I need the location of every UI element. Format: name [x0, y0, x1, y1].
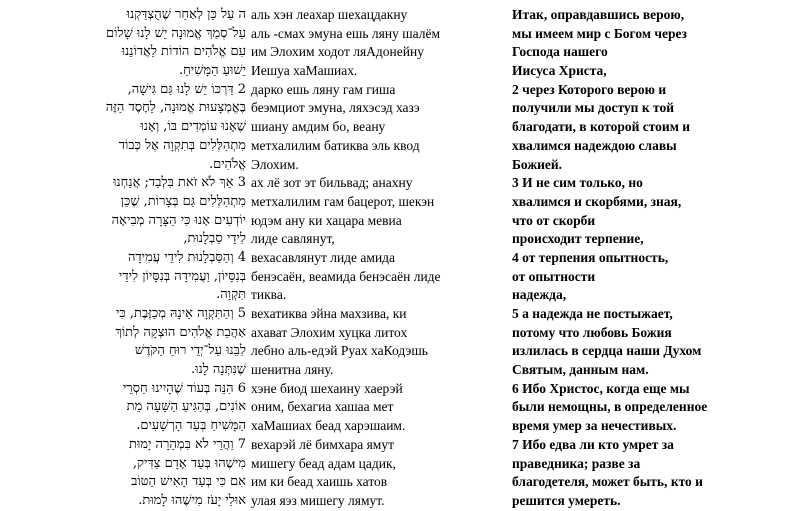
translit-line: дарко ешь ляну гам гиша [251, 81, 396, 97]
transliteration-column [251, 6, 501, 511]
russian-line: 7 Ибо едва ли кто умрет за [512, 436, 674, 452]
russian-line: происходит терпение, [512, 231, 644, 247]
translit-line: бенэсаён, веамида бенэсаён лиде [251, 268, 441, 284]
translit-line: вехасавлянут лиде амида [251, 249, 396, 265]
hebrew-line: מִתְהַלְּלִים בְּתִקְוָה אֶל כְּבוֹד [118, 137, 246, 153]
russian-line: праведника; разве за [512, 455, 641, 471]
russian-line: время умер за нечестивых. [512, 418, 677, 434]
russian-line: Святым, данным нам. [512, 362, 649, 378]
translit-line: хэне биод шехаину хаерэй [251, 380, 403, 396]
russian-line: решится умереть. [512, 492, 621, 508]
translit-line: ахават Элохим хуцка литох [251, 324, 408, 340]
russian-line: хвалимся и скорбями, зная, [512, 193, 682, 209]
hebrew-line: עַל־סְמַךְ אֱמוּנָה יֵשׁ לָנוּ שָׁלוֹם [106, 25, 246, 41]
hebrew-line: אַהֲבַת אֱלֹהִים הוּצְקָה לְתוֹךְ [115, 324, 246, 340]
hebrew-line: אוֹנִים, בְּהַגִּיעַ הַשָּׁעָה מֵת [126, 399, 246, 415]
translit-line: аль -смах эмуна ешь ляну шалём [251, 25, 440, 41]
hebrew-line: בְּנִסָּיוֹן, וַעֲמִידָה בְּנִסָּיוֹן לִידֵי [118, 268, 246, 284]
russian-line: 4 от терпения опытность, [512, 249, 669, 265]
translit-line: хаМашиах беад харэшаим. [251, 418, 406, 434]
russian-line: надежда, [512, 287, 567, 303]
translit-line: аль хэн леахар шехацдакну [251, 7, 408, 22]
translit-line: шиану амдим бо, веану [251, 119, 386, 135]
russian-line: 6 Ибо Христос, когда еще мы [512, 380, 690, 396]
translit-line: тиква. [251, 287, 287, 303]
hebrew-line: יֵשׁוּעַ הַמָּשִׁיחַ. [178, 63, 246, 79]
translit-line: беэмциот эмуна, ляхэсэд хазэ [251, 100, 420, 116]
translit-line: лиде савлянут, [251, 231, 335, 247]
russian-line: 3 И не сим только, но [512, 175, 643, 191]
russian-line: Итак, оправдавшись верою, [512, 7, 685, 22]
translit-line: юдэм ану ки хацара мевиа [251, 212, 402, 228]
hebrew-line: עִם אֱלֹהִים הוֹדוֹת לַאֲדוֹנֵנוּ [121, 44, 246, 60]
hebrew-line: מִתְהַלְּלִים גַּם בְּצָרוֹת, שֶׁכֵּן [120, 193, 246, 209]
russian-line: мы имеем мир с Богом через [512, 25, 687, 41]
russian-line: 5 а надежда не постыжает, [512, 306, 673, 321]
hebrew-line: 6 הִנֵּה בְּעוֹד שֶׁהָיִינוּ חַסְרֵי [122, 380, 246, 396]
russian-column [512, 6, 792, 511]
translit-line: улая яэз мишегу лямут. [251, 492, 385, 508]
russian-line: получили мы доступ к той [512, 100, 674, 116]
translit-line: вехатиква эйна махзива, ки [251, 306, 407, 321]
hebrew-line: יוֹדְעִים אָנוּ כִּי הַצָּרָה מְבִיאָה [111, 212, 246, 228]
translit-line: метхалилим батиква эль квод [251, 137, 420, 153]
hebrew-line: אִם כִּי בְּעַד הָאִישׁ הַטּוֹב [131, 474, 246, 490]
hebrew-line: אֱלֹהִים. [208, 156, 246, 172]
translit-line: шенитна ляну. [251, 362, 334, 378]
hebrew-line: 3 אַךְ לֹא זֹאת בִּלְבַד; אֲנַחְנוּ [113, 175, 246, 191]
russian-line: хвалимся надеждою славы [512, 137, 677, 153]
russian-line: от опытности [512, 268, 596, 284]
translit-line: метхалилим гам бацерот, шекэн [251, 193, 435, 209]
hebrew-line: שֶׁנִּתְּנָה לָנוּ. [191, 362, 246, 378]
russian-line: Божией. [512, 156, 563, 172]
hebrew-line: 5 וְהַתִּקְוָה אֵינָהּ מְכַזֶּבֶת, כִּי [116, 306, 246, 321]
russian-line: благодати, в которой стоим и [512, 119, 691, 135]
translit-line: им ки беад хаишь хатов [251, 474, 388, 490]
hebrew-line: בֶּאֱמְצָעוּת אֱמוּנָה, לַחֶסֶד הַזֶּה [105, 100, 246, 116]
russian-line: были немощны, в определенное [512, 399, 708, 415]
hebrew-line: 4 וְהַסַּבְלָנוּת לִידֵי עֲמִידָה [127, 249, 246, 265]
hebrew-line: 7 וַהֲרֵי לֹא בִּמְהֵרָה יָמוּת [129, 436, 246, 452]
russian-line: благодетеля, может быть, кто и [512, 474, 703, 490]
translit-line: вехарэй лё бимхара ямут [251, 436, 394, 452]
russian-line: излилась в сердца наши Духом [512, 343, 702, 359]
translit-line: ах лё зот эт бильвад; анахну [251, 175, 413, 191]
hebrew-line: לִידֵי סַבְלָנוּת, [183, 231, 246, 247]
hebrew-column [60, 6, 246, 511]
russian-line: потому что любовь Божия [512, 324, 672, 340]
russian-line: 2 через Которого верою и [512, 81, 667, 97]
hebrew-line: לִבֵּנוּ עַל־יְדֵי רוּחַ הַקֹּדֶשׁ [134, 343, 246, 359]
translit-line: Иешуа хаМашиах. [251, 63, 358, 79]
hebrew-line: אוּלַי יָעֹז מִישֶׁהוּ לָמוּת. [138, 492, 246, 508]
translit-line: им Элохим ходот ляАдонейну [251, 44, 424, 60]
russian-line: Иисуса Христа, [512, 63, 607, 79]
translit-line: лебно аль-едэй Руах хаКодэшь [251, 343, 428, 359]
russian-line: что от скорби [512, 212, 596, 228]
translit-line: Элохим. [251, 156, 299, 172]
translit-line: оним, бехагиа хашаа мет [251, 399, 394, 415]
hebrew-line: 2 דַּרְכּוֹ יֵשׁ לָנוּ גַּם גִּישָׁה, [127, 81, 246, 97]
hebrew-line: מִישֶׁהוּ בְּעַד אָדָם צַדִּיק, [132, 455, 246, 471]
russian-line: Господа нашего [512, 44, 608, 60]
hebrew-line: ה עַל כֵּן לְאַחַר שֶׁהֻצְדַּקְנוּ [126, 7, 246, 22]
hebrew-line: שֶׁאָנוּ עוֹמְדִים בּוֹ, וְאָנוּ [140, 119, 246, 135]
translit-line: мишегу беад адам цадик, [251, 455, 396, 471]
hebrew-line: הַמָּשִׁיחַ בְּעַד הָרְשָׁעִים. [136, 418, 246, 434]
hebrew-line: תִּקְוָה. [216, 287, 246, 303]
